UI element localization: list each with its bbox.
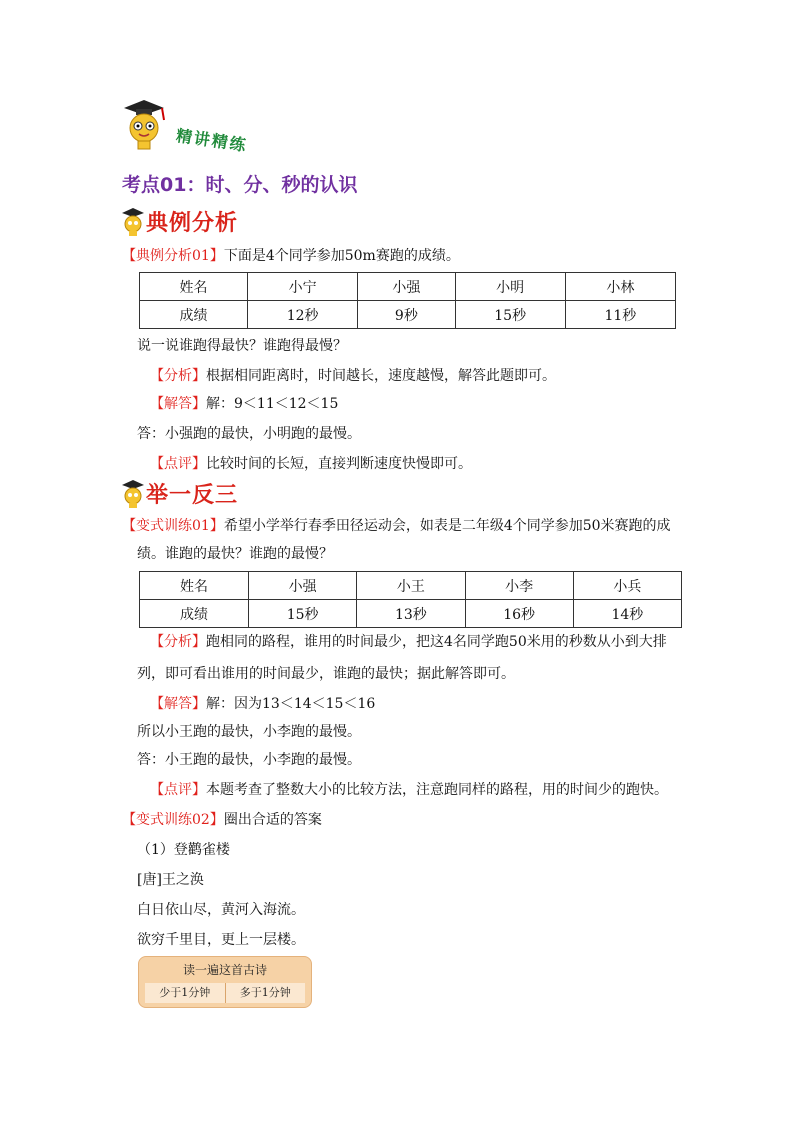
score-table-2	[139, 571, 682, 628]
table-cell: 小强	[358, 273, 455, 301]
table-cell: 小宁	[248, 273, 358, 301]
text-line: 答：小王跑的最快，小李跑的最慢。	[137, 752, 361, 768]
table-cell: 小王	[357, 572, 465, 600]
section-banner-example	[120, 206, 238, 237]
table-cell: 15秒	[455, 301, 565, 329]
logo-text: 精讲精练	[174, 126, 249, 155]
table-cell: 9秒	[358, 301, 455, 329]
table-cell: 姓名	[140, 572, 249, 600]
comment-tag: 【点评】	[150, 456, 206, 472]
analysis-tag: 【分析】	[150, 634, 206, 650]
reading-time-card	[138, 956, 312, 1008]
banner-title: 举一反三	[146, 483, 239, 508]
score-table-1	[139, 272, 676, 329]
table-cell: 13秒	[357, 600, 465, 628]
answer-tag: 【解答】	[150, 696, 206, 712]
answer-line	[150, 694, 375, 714]
mascot-icon	[120, 479, 146, 509]
poem-line: 欲穷千里目，更上一层楼。	[137, 932, 305, 948]
question-text: 下面是4个同学参加50m赛跑的成绩。	[223, 248, 460, 264]
section-banner-practice	[120, 478, 238, 509]
table-cell: 成绩	[140, 600, 249, 628]
analysis-line	[150, 632, 667, 652]
table-cell: 小林	[565, 273, 675, 301]
option-less-than-1-minute[interactable]: 少于1分钟	[145, 983, 225, 1003]
question-line	[122, 516, 671, 536]
question-tag: 【变式训练02】	[122, 812, 224, 828]
table-cell: 小明	[455, 273, 565, 301]
answer-tag: 【解答】	[150, 396, 206, 412]
answer-text: 解：9＜11＜12＜15	[206, 396, 339, 412]
option-more-than-1-minute[interactable]: 多于1分钟	[225, 983, 306, 1003]
analysis-tag: 【分析】	[150, 368, 206, 384]
table-cell: 小兵	[573, 572, 681, 600]
card-title: 读一遍这首古诗	[182, 963, 267, 977]
table-cell: 小强	[249, 572, 357, 600]
question-tag: 【变式训练01】	[122, 518, 224, 534]
poem-author: [唐]王之涣	[137, 872, 204, 888]
text-line: 说一说谁跑得最快？谁跑得最慢？	[137, 338, 347, 354]
table-cell: 15秒	[249, 600, 357, 628]
table-cell: 姓名	[140, 273, 248, 301]
comment-text: 比较时间的长短，直接判断速度快慢即可。	[206, 456, 472, 472]
analysis-line	[150, 366, 556, 386]
comment-tag: 【点评】	[150, 782, 206, 798]
table-row	[140, 273, 676, 301]
graduate-mascot-icon	[118, 98, 168, 152]
text-line: 绩。谁跑的最快？谁跑的最慢？	[137, 546, 333, 562]
table-cell: 11秒	[565, 301, 675, 329]
table-cell: 12秒	[248, 301, 358, 329]
comment-line	[150, 454, 472, 474]
analysis-text: 跑相同的路程，谁用的时间最少，把这4名同学跑50米用的秒数从小到大排	[206, 634, 667, 650]
answer-line	[150, 394, 338, 414]
question-text: 希望小学举行春季田径运动会，如表是二年级4个同学参加50米赛跑的成	[223, 518, 671, 534]
page-title: 考点01：时、分、秒的认识	[122, 174, 358, 196]
poem-item: （1）登鹳雀楼	[137, 842, 230, 858]
card-options	[145, 983, 305, 1003]
table-cell: 16秒	[465, 600, 573, 628]
question-line	[122, 246, 460, 266]
table-cell: 14秒	[573, 600, 681, 628]
question-line	[122, 810, 322, 830]
analysis-text: 根据相同距离时，时间越长，速度越慢，解答此题即可。	[206, 368, 556, 384]
table-row	[140, 572, 682, 600]
comment-text: 本题考查了整数大小的比较方法，注意跑同样的路程，用的时间少的跑快。	[206, 782, 668, 798]
table-cell: 成绩	[140, 301, 248, 329]
logo	[118, 98, 268, 160]
question-tag: 【典例分析01】	[122, 248, 224, 264]
poem-line: 白日依山尽，黄河入海流。	[137, 902, 305, 918]
banner-title: 典例分析	[146, 211, 239, 236]
table-row	[140, 600, 682, 628]
question-text: 圈出合适的答案	[223, 812, 322, 828]
table-cell: 小李	[465, 572, 573, 600]
table-row	[140, 301, 676, 329]
text-line: 所以小王跑的最快，小李跑的最慢。	[137, 724, 361, 740]
mascot-icon	[120, 207, 146, 237]
answer-text: 解：因为13＜14＜15＜16	[206, 696, 376, 712]
text-line: 列，即可看出谁用的时间最少，谁跑的最快；据此解答即可。	[137, 666, 515, 682]
comment-line	[150, 780, 668, 800]
text-line: 答：小强跑的最快，小明跑的最慢。	[137, 426, 361, 442]
